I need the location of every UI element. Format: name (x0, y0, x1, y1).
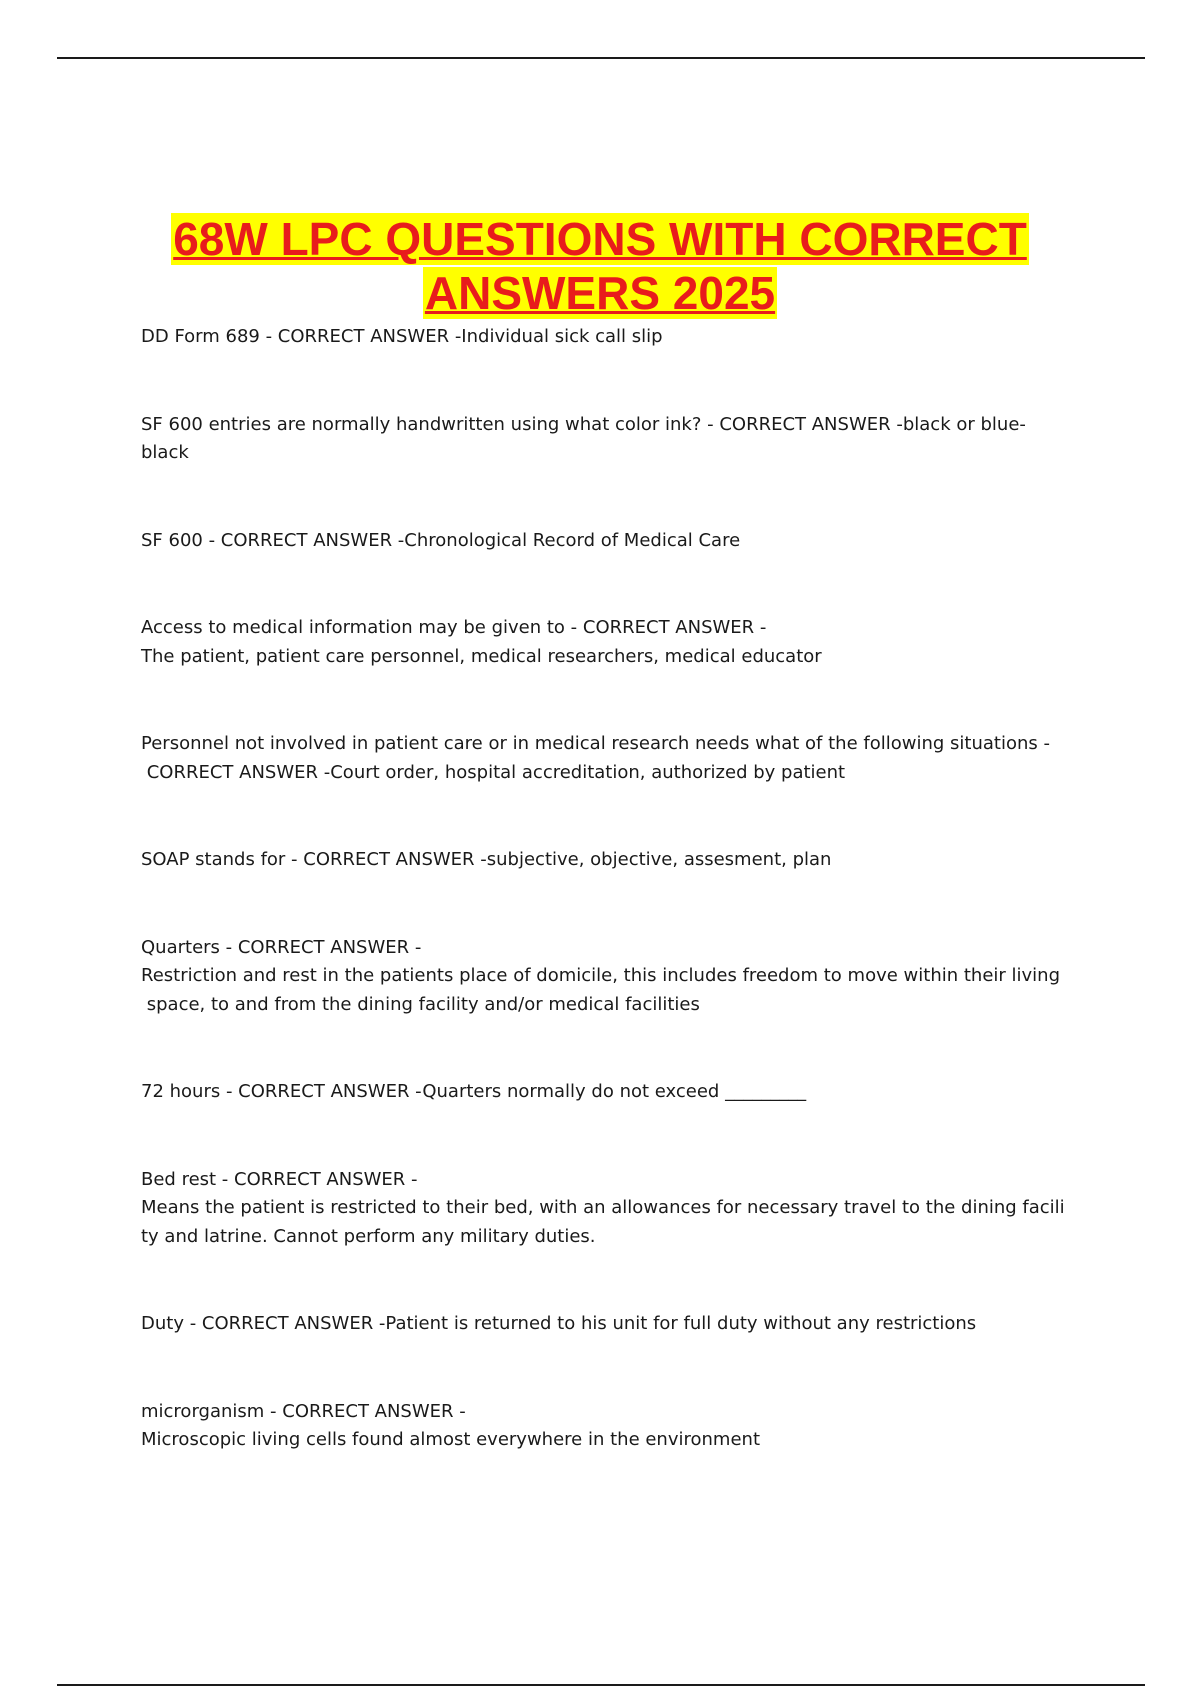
qa-item (141, 1310, 1071, 1339)
qa-line: Microscopic living cells found almost everywhere in the environment (141, 1429, 760, 1450)
qa-line: Duty - CORRECT ANSWER -Patient is returned to his unit for full duty without any restrictions (141, 1313, 977, 1334)
qa-line: Restriction and rest in the patients place of domicile, this includes freedom to move within their living (141, 965, 1061, 986)
qa-line: Bed rest - CORRECT ANSWER - (141, 1168, 418, 1190)
qa-item (141, 730, 1071, 787)
qa-item (141, 1166, 1071, 1252)
document-title (100, 212, 1100, 320)
qa-line: SF 600 - CORRECT ANSWER -Chronological Record of Medical Care (141, 529, 741, 551)
qa-item (141, 614, 1071, 671)
qa-line: Personnel not involved in patient care or in medical research needs what of the following situations - (141, 733, 1050, 754)
qa-item (141, 846, 1071, 875)
qa-item (141, 1078, 1071, 1107)
qa-line: CORRECT ANSWER -Court order, hospital accreditation, authorized by patient (141, 761, 846, 783)
qa-line: Access to medical information may be given to - CORRECT ANSWER - (141, 617, 767, 638)
qa-item (141, 411, 1071, 468)
qa-line: SOAP stands for - CORRECT ANSWER -subjective, objective, assesment, plan (141, 849, 832, 870)
qa-line: microrganism - CORRECT ANSWER - (141, 1400, 466, 1422)
qa-line: black (141, 442, 189, 463)
top-rule (57, 57, 1145, 59)
qa-line: The patient, patient care personnel, medical researchers, medical educator (141, 645, 822, 667)
title-line-1: 68W LPC QUESTIONS WITH CORRECT (173, 213, 1027, 265)
qa-line: space, to and from the dining facility and/or medical facilities (141, 993, 700, 1015)
qa-item (141, 934, 1071, 1020)
qa-line: DD Form 689 - CORRECT ANSWER -Individual sick call slip (141, 326, 663, 347)
qa-line: 72 hours - CORRECT ANSWER -Quarters normally do not exceed _________ (141, 1081, 807, 1102)
title-line-2: ANSWERS 2025 (424, 267, 776, 319)
qa-line: SF 600 entries are normally handwritten using what color ink? - CORRECT ANSWER -black or blue- (141, 413, 1026, 435)
qa-item (141, 323, 1071, 352)
qa-item (141, 1398, 1071, 1455)
qa-list (141, 323, 1071, 1455)
qa-item (141, 527, 1071, 556)
qa-line: Quarters - CORRECT ANSWER - (141, 936, 422, 958)
bottom-rule (57, 1684, 1145, 1686)
qa-line: ty and latrine. Cannot perform any military duties. (141, 1225, 596, 1247)
qa-line: Means the patient is restricted to their bed, with an allowances for necessary travel to the dining facili (141, 1197, 1065, 1218)
